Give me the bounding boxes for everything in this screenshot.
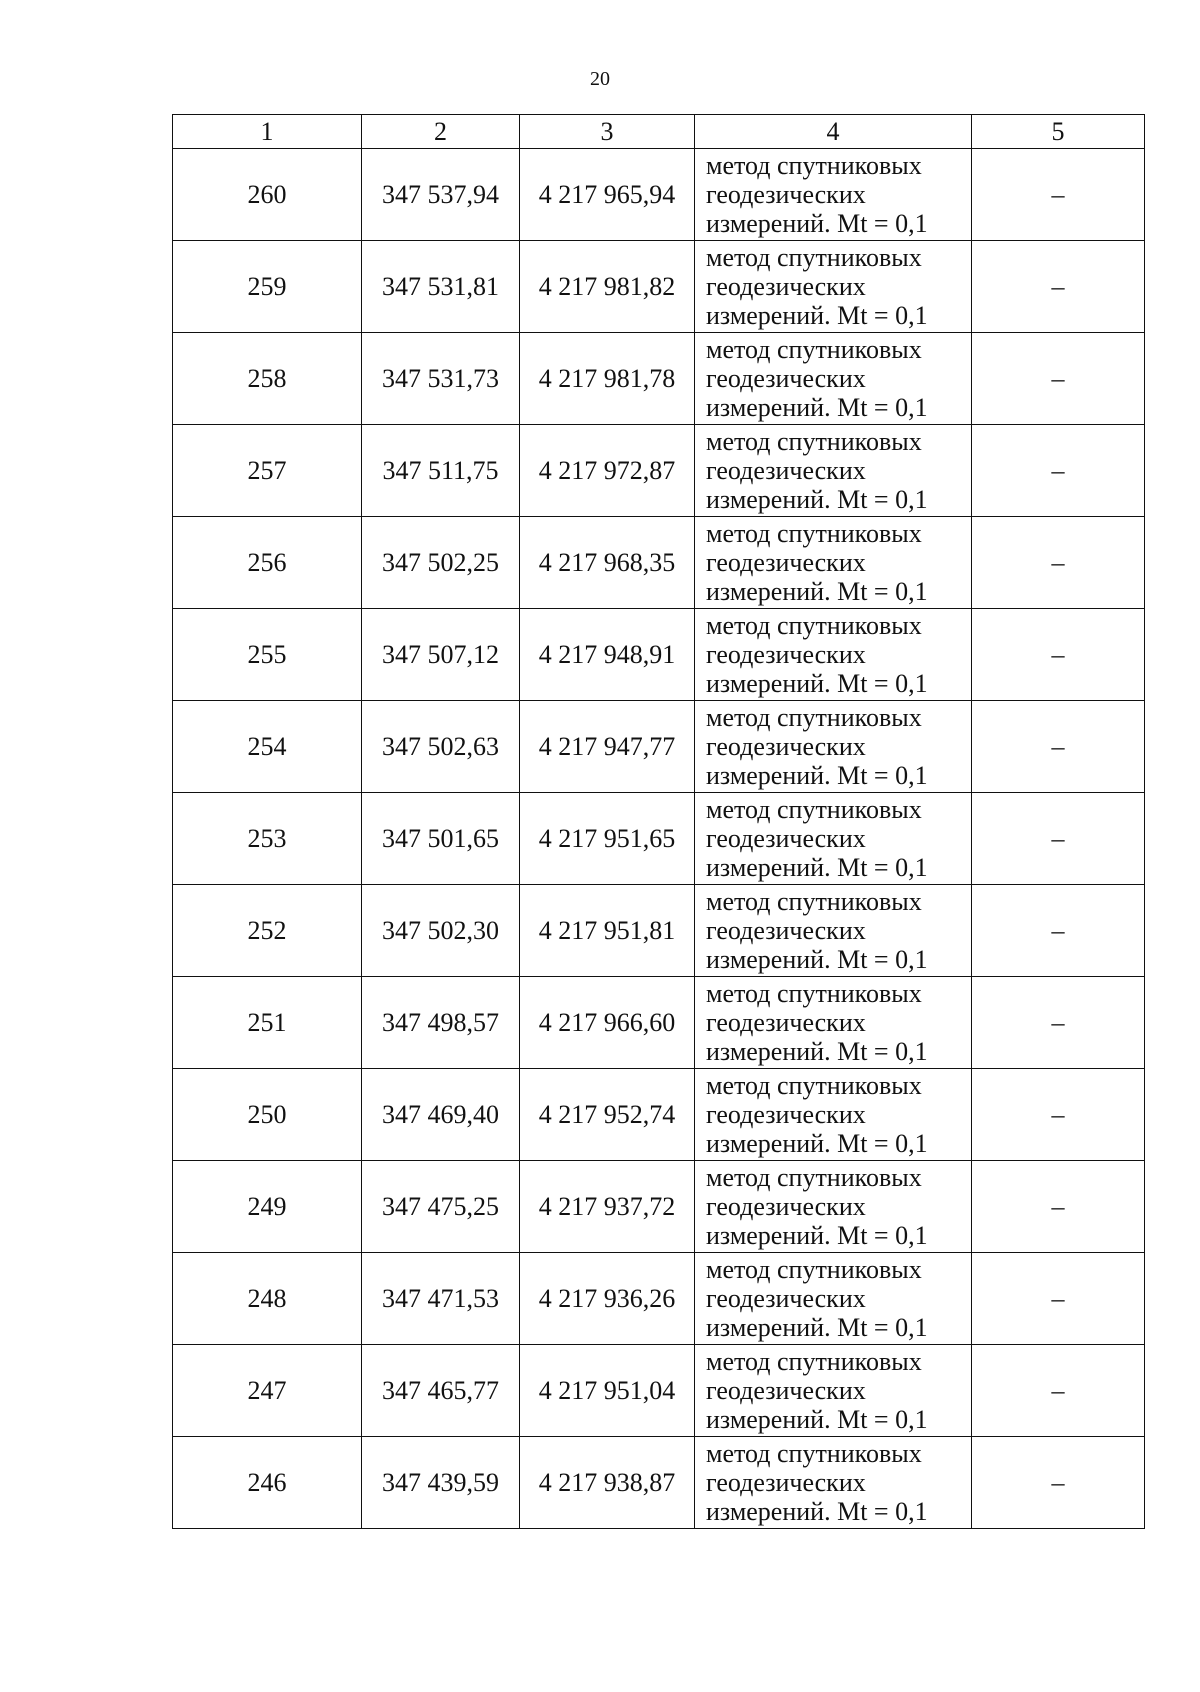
note-cell: – [972,1345,1145,1437]
header-col-4: 4 [695,115,972,149]
point-number-cell: 249 [173,1161,362,1253]
table-row [173,701,1145,793]
point-number-cell: 247 [173,1345,362,1437]
y-coordinate-cell: 4 217 936,26 [520,1253,695,1345]
method-text-line: геодезических [706,1376,866,1405]
method-cell [695,977,972,1069]
point-number-cell: 257 [173,425,362,517]
y-coordinate-cell: 4 217 951,65 [520,793,695,885]
x-coordinate-cell: 347 531,73 [362,333,520,425]
method-text-line: метод спутниковых [706,979,922,1008]
method-text-line: измерений. Mt = 0,1 [706,1221,928,1250]
point-number-cell: 259 [173,241,362,333]
x-coordinate-cell: 347 439,59 [362,1437,520,1529]
method-text-line: измерений. Mt = 0,1 [706,301,928,330]
method-text-line: геодезических [706,1008,866,1037]
method-cell [695,517,972,609]
method-text-line: измерений. Mt = 0,1 [706,669,928,698]
y-coordinate-cell: 4 217 981,82 [520,241,695,333]
y-coordinate-cell: 4 217 966,60 [520,977,695,1069]
method-text-line: метод спутниковых [706,1163,922,1192]
note-cell: – [972,1161,1145,1253]
method-text-line: геодезических [706,456,866,485]
point-number-cell: 252 [173,885,362,977]
method-text-line: измерений. Mt = 0,1 [706,577,928,606]
method-text-line: измерений. Mt = 0,1 [706,1405,928,1434]
note-cell: – [972,701,1145,793]
y-coordinate-cell: 4 217 965,94 [520,149,695,241]
coordinates-table [172,114,1145,1529]
method-text-line: геодезических [706,916,866,945]
y-coordinate-cell: 4 217 952,74 [520,1069,695,1161]
header-col-5: 5 [972,115,1145,149]
table-row [173,885,1145,977]
method-text-line: метод спутниковых [706,1071,922,1100]
point-number-cell: 255 [173,609,362,701]
table-row [173,609,1145,701]
method-text-line: геодезических [706,180,866,209]
x-coordinate-cell: 347 537,94 [362,149,520,241]
y-coordinate-cell: 4 217 938,87 [520,1437,695,1529]
note-cell: – [972,241,1145,333]
method-text-line: метод спутниковых [706,795,922,824]
method-cell [695,241,972,333]
method-cell [695,885,972,977]
method-text-line: метод спутниковых [706,243,922,272]
method-text-line: измерений. Mt = 0,1 [706,1313,928,1342]
method-text-line: метод спутниковых [706,703,922,732]
x-coordinate-cell: 347 502,63 [362,701,520,793]
method-cell [695,1069,972,1161]
method-cell [695,1437,972,1529]
point-number-cell: 258 [173,333,362,425]
header-row [173,115,1145,149]
method-text-line: метод спутниковых [706,151,922,180]
table-row [173,793,1145,885]
y-coordinate-cell: 4 217 968,35 [520,517,695,609]
note-cell: – [972,1437,1145,1529]
table-row [173,1253,1145,1345]
method-cell [695,149,972,241]
table-row [173,517,1145,609]
method-cell [695,793,972,885]
point-number-cell: 256 [173,517,362,609]
table-row [173,149,1145,241]
note-cell: – [972,517,1145,609]
method-text-line: измерений. Mt = 0,1 [706,1037,928,1066]
x-coordinate-cell: 347 471,53 [362,1253,520,1345]
method-text-line: измерений. Mt = 0,1 [706,485,928,514]
point-number-cell: 246 [173,1437,362,1529]
point-number-cell: 248 [173,1253,362,1345]
x-coordinate-cell: 347 498,57 [362,977,520,1069]
method-text-line: геодезических [706,272,866,301]
x-coordinate-cell: 347 502,25 [362,517,520,609]
y-coordinate-cell: 4 217 947,77 [520,701,695,793]
method-text-line: метод спутниковых [706,519,922,548]
x-coordinate-cell: 347 502,30 [362,885,520,977]
header-col-1: 1 [173,115,362,149]
note-cell: – [972,609,1145,701]
method-text-line: геодезических [706,1100,866,1129]
method-text-line: геодезических [706,1284,866,1313]
y-coordinate-cell: 4 217 981,78 [520,333,695,425]
method-text-line: геодезических [706,640,866,669]
method-text-line: измерений. Mt = 0,1 [706,1129,928,1158]
method-text-line: измерений. Mt = 0,1 [706,853,928,882]
method-cell [695,609,972,701]
method-text-line: геодезических [706,1468,866,1497]
method-text-line: измерений. Mt = 0,1 [706,1497,928,1526]
method-text-line: метод спутниковых [706,1347,922,1376]
header-col-2: 2 [362,115,520,149]
page-number: 20 [590,68,610,90]
method-cell [695,1345,972,1437]
x-coordinate-cell: 347 475,25 [362,1161,520,1253]
method-cell [695,1161,972,1253]
table-row [173,1161,1145,1253]
method-cell [695,333,972,425]
method-cell [695,701,972,793]
y-coordinate-cell: 4 217 937,72 [520,1161,695,1253]
note-cell: – [972,1069,1145,1161]
note-cell: – [972,425,1145,517]
method-text-line: измерений. Mt = 0,1 [706,209,928,238]
method-text-line: измерений. Mt = 0,1 [706,945,928,974]
method-text-line: измерений. Mt = 0,1 [706,393,928,422]
note-cell: – [972,793,1145,885]
method-text-line: метод спутниковых [706,427,922,456]
table-row [173,977,1145,1069]
x-coordinate-cell: 347 469,40 [362,1069,520,1161]
method-text-line: метод спутниковых [706,335,922,364]
table-body [173,149,1145,1529]
x-coordinate-cell: 347 465,77 [362,1345,520,1437]
method-text-line: геодезических [706,364,866,393]
note-cell: – [972,977,1145,1069]
note-cell: – [972,1253,1145,1345]
table-header [173,115,1145,149]
x-coordinate-cell: 347 507,12 [362,609,520,701]
x-coordinate-cell: 347 531,81 [362,241,520,333]
table-row [173,425,1145,517]
y-coordinate-cell: 4 217 951,04 [520,1345,695,1437]
method-text-line: метод спутниковых [706,1255,922,1284]
table-row [173,1069,1145,1161]
header-col-3: 3 [520,115,695,149]
table-row [173,1345,1145,1437]
x-coordinate-cell: 347 511,75 [362,425,520,517]
note-cell: – [972,885,1145,977]
method-text-line: геодезических [706,1192,866,1221]
method-text-line: метод спутниковых [706,887,922,916]
point-number-cell: 251 [173,977,362,1069]
method-cell [695,1253,972,1345]
method-text-line: метод спутниковых [706,1439,922,1468]
x-coordinate-cell: 347 501,65 [362,793,520,885]
note-cell: – [972,149,1145,241]
method-text-line: геодезических [706,548,866,577]
y-coordinate-cell: 4 217 948,91 [520,609,695,701]
method-text-line: геодезических [706,824,866,853]
table-row [173,333,1145,425]
point-number-cell: 260 [173,149,362,241]
point-number-cell: 253 [173,793,362,885]
y-coordinate-cell: 4 217 972,87 [520,425,695,517]
method-text-line: измерений. Mt = 0,1 [706,761,928,790]
point-number-cell: 254 [173,701,362,793]
table-row [173,1437,1145,1529]
y-coordinate-cell: 4 217 951,81 [520,885,695,977]
point-number-cell: 250 [173,1069,362,1161]
method-text-line: метод спутниковых [706,611,922,640]
method-cell [695,425,972,517]
method-text-line: геодезических [706,732,866,761]
table-row [173,241,1145,333]
note-cell: – [972,333,1145,425]
